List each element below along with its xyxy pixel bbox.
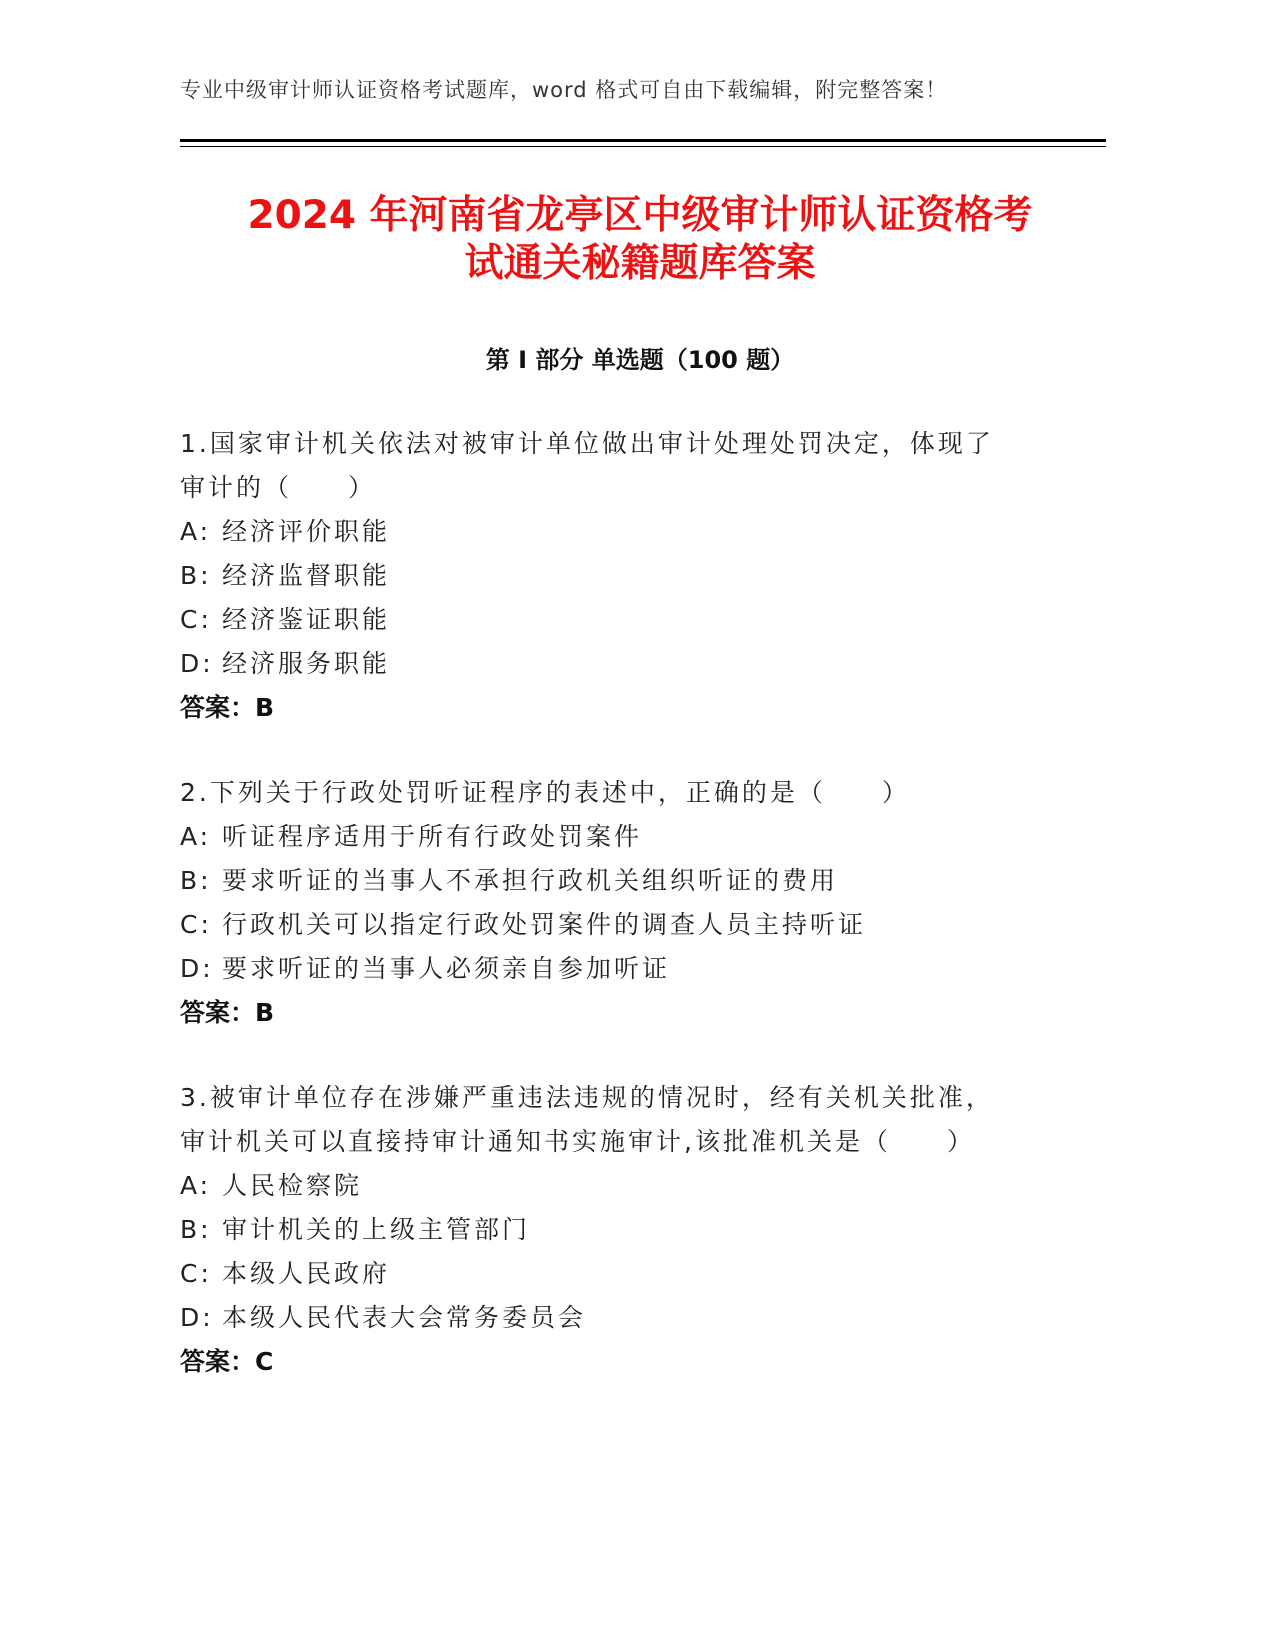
header-rule-thin [180,146,1106,147]
option-text: 经济服务职能 [222,649,391,678]
option-text: 本级人民代表大会常务委员会 [222,1303,587,1332]
question-2 [180,771,1020,1035]
option-key: A: [180,1171,212,1200]
option-a [180,815,1020,859]
option-text: 经济评价职能 [222,517,391,546]
question-stem: 1.国家审计机关依法对被审计单位做出审计处理处罚决定，体现了审计的（ ） [180,429,994,502]
option-text: 行政机关可以指定行政处罚案件的调查人员主持听证 [222,910,867,939]
option-text: 听证程序适用于所有行政处罚案件 [222,822,643,851]
option-key: D: [180,954,214,983]
option-c [180,903,1020,947]
option-key: D: [180,649,214,678]
document-title-line-1: 2024 年河南省龙亭区中级审计师认证资格考 [247,193,1033,238]
answer-line: 答案：B [180,998,275,1027]
question-stem: 2.下列关于行政处罚听证程序的表述中，正确的是（ ） [180,778,910,807]
option-key: B: [180,866,212,895]
option-key: C: [180,910,212,939]
option-text: 人民检察院 [222,1171,363,1200]
option-c [180,1252,1020,1296]
option-a [180,1164,1020,1208]
option-text: 本级人民政府 [222,1259,391,1288]
option-key: D: [180,1303,214,1332]
option-a [180,510,1020,554]
option-text: 经济监督职能 [222,561,391,590]
option-key: A: [180,822,212,851]
option-b [180,1208,1020,1252]
option-text: 要求听证的当事人必须亲自参加听证 [222,954,671,983]
option-key: A: [180,517,212,546]
option-text: 要求听证的当事人不承担行政机关组织听证的费用 [222,866,839,895]
answer-line: 答案：C [180,1347,274,1376]
section-heading: 第 I 部分 单选题（100 题） [485,346,795,374]
option-b [180,554,1020,598]
option-key: B: [180,1215,212,1244]
question-1 [180,422,1020,730]
document-title-line-2: 试通关秘籍题库答案 [464,241,816,286]
option-d [180,947,1020,991]
option-c [180,598,1020,642]
option-text: 审计机关的上级主管部门 [222,1215,531,1244]
document-title [140,192,1140,288]
option-key: B: [180,561,212,590]
header-rule-thick [180,139,1106,142]
option-text: 经济鉴证职能 [222,605,391,634]
answer-line: 答案：B [180,693,275,722]
option-d [180,642,1020,686]
question-stem: 3.被审计单位存在涉嫌严重违法违规的情况时，经有关机关批准，审计机关可以直接持审计通知书实施审计,该批准机关是（ ） [180,1083,994,1156]
question-3 [180,1076,1020,1384]
option-b [180,859,1020,903]
option-d [180,1296,1020,1340]
option-key: C: [180,605,212,634]
header-note: 专业中级审计师认证资格考试题库，word 格式可自由下载编辑，附完整答案！ [180,78,948,102]
option-key: C: [180,1259,212,1288]
